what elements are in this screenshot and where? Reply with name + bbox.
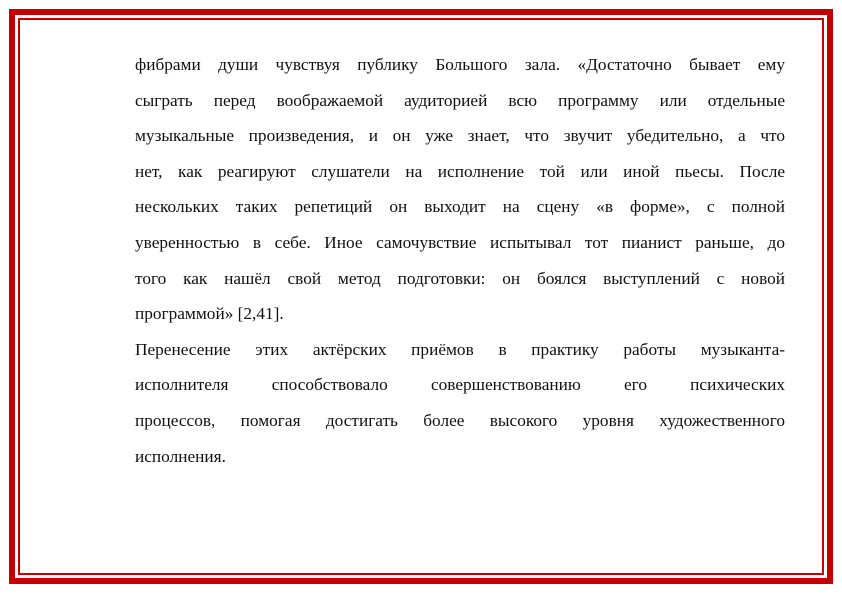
text-line: фибрами души чувствуя публику Большого зала. «Достаточно бывает ему (135, 55, 785, 74)
document-body (135, 47, 785, 474)
text-line: Перенесение этих актёрских приёмов в практику работы музыканта- (135, 339, 785, 359)
text-line: уверенностью в себе. Иное самочувствие испытывал тот пианист раньше, до (135, 232, 785, 252)
text-line: процессов, помогая достигать более высокого уровня художественного (135, 410, 785, 430)
text-line: исполнения. (135, 446, 226, 466)
text-line: исполнителя способствовало совершенствованию его психических (135, 375, 785, 395)
text-line: музыкальные произведения, и он уже знает, что звучит убедительно, а что (135, 126, 785, 146)
text-line: нескольких таких репетиций он выходит на сцену «в форме», с полной (135, 197, 785, 217)
paragraph-conclusion (135, 332, 785, 474)
text-line: программой» [2,41]. (135, 304, 284, 324)
paragraph-quote (135, 47, 785, 332)
text-line: сыграть перед воображаемой аудиторией всю программу или отдельные (135, 90, 785, 110)
text-line: нет, как реагируют слушатели на исполнение той или иной пьесы. После (135, 161, 785, 181)
text-line: того как нашёл свой метод подготовки: он боялся выступлений с новой (135, 268, 785, 288)
